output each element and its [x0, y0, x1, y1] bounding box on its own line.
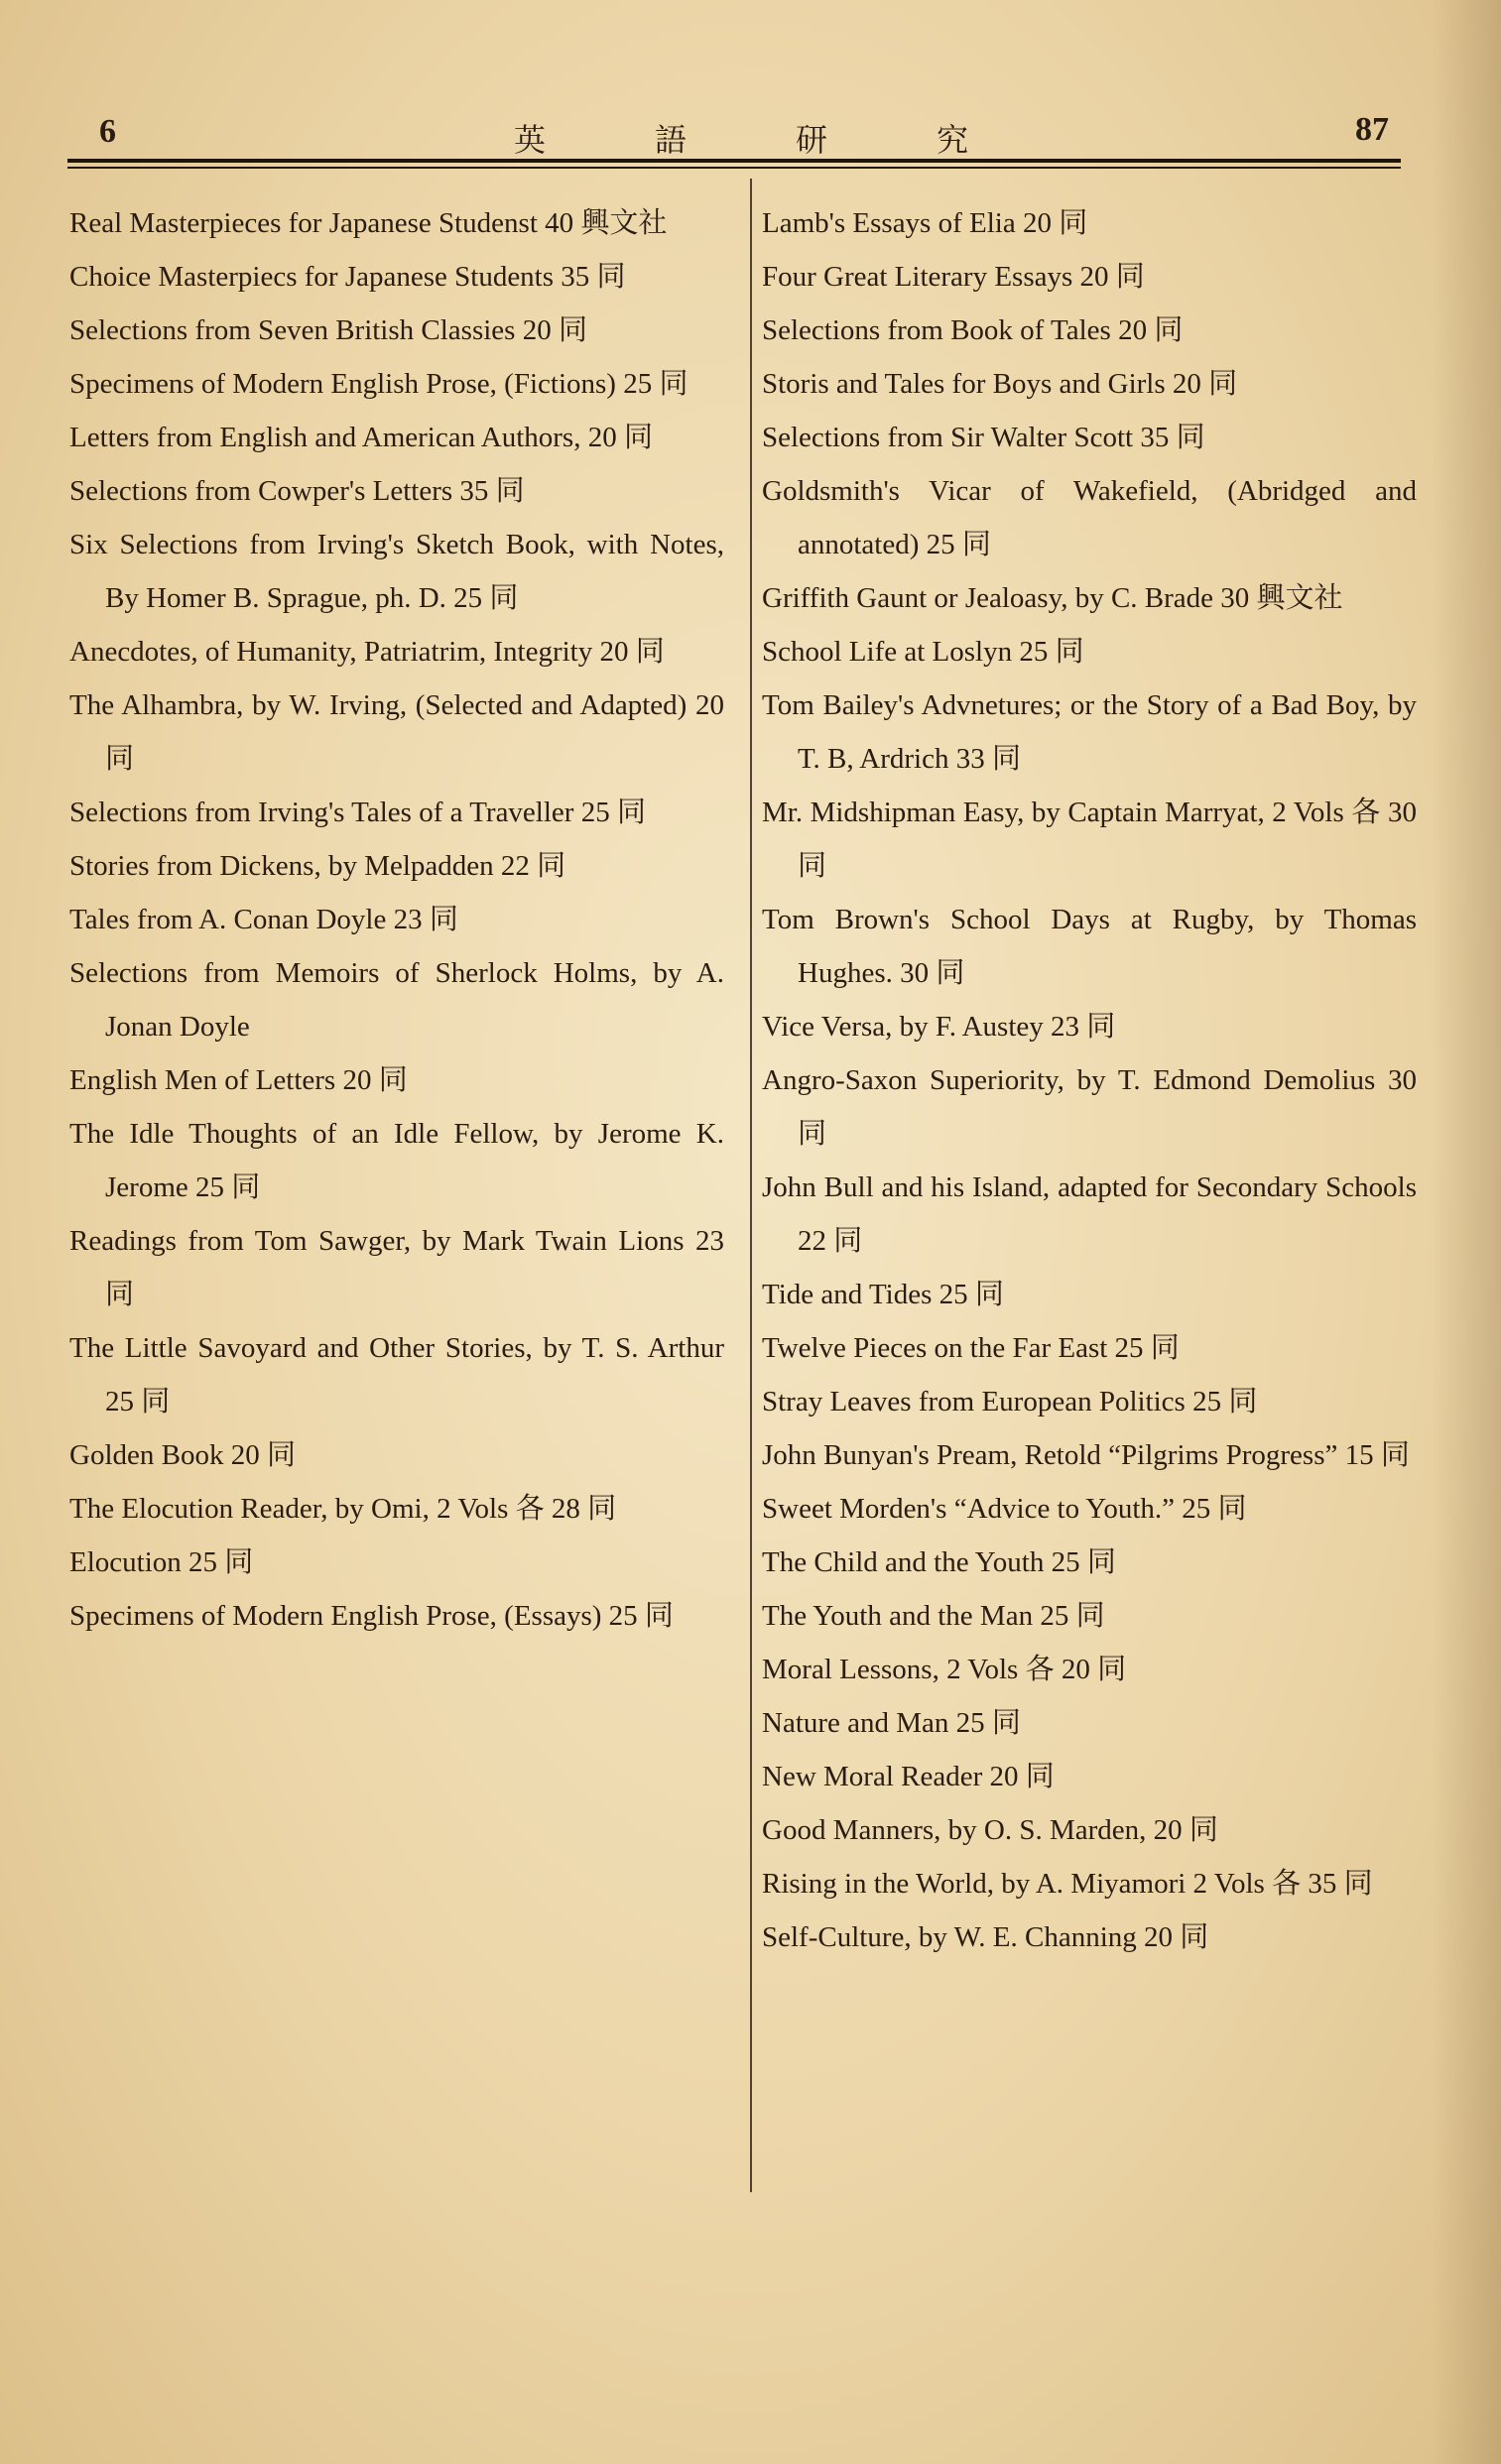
book-listing-entry: Nature and Man 25 同	[762, 1707, 1021, 1739]
book-listing-entry: Choice Masterpiecs for Japanese Students 35 同	[69, 261, 626, 293]
book-listing-entry: Angro-Saxon Superiority, by T. Edmond Demolius 30 同	[762, 1064, 1417, 1150]
book-listing-entry: Griffith Gaunt or Jealoasy, by C. Brade 30 興文社	[762, 582, 1343, 614]
book-listing-entry: School Life at Loslyn 25 同	[762, 636, 1084, 668]
book-listing-entry: The Little Savoyard and Other Stories, by T. S. Arthur 25 同	[69, 1332, 724, 1417]
book-listing-entry: Stray Leaves from European Politics 25 同	[762, 1386, 1258, 1417]
book-listing-entry: Lamb's Essays of Elia 20 同	[762, 207, 1088, 239]
book-listing-entry: Moral Lessons, 2 Vols 各 20 同	[762, 1654, 1127, 1685]
title-char: 研	[796, 121, 828, 159]
book-listing-entry: Four Great Literary Essays 20 同	[762, 261, 1145, 293]
right-column	[762, 196, 1417, 1964]
book-listing-entry: John Bull and his Island, adapted for Secondary Schools 22 同	[762, 1171, 1417, 1257]
book-listing-entry: Sweet Morden's “Advice to Youth.” 25 同	[762, 1493, 1247, 1525]
header-rule-thick	[67, 159, 1401, 163]
title-char: 語	[655, 121, 688, 159]
book-listing-entry: Tales from A. Conan Doyle 23 同	[69, 904, 458, 935]
title-char: 究	[937, 121, 969, 159]
book-listing-entry: Anecdotes, of Humanity, Patriatrim, Integrity 20 同	[69, 636, 665, 668]
book-listing-entry: Vice Versa, by F. Austey 23 同	[762, 1011, 1116, 1043]
left-column	[69, 196, 724, 1643]
book-listing-entry: English Men of Letters 20 同	[69, 1064, 408, 1096]
book-listing-entry: Rising in the World, by A. Miyamori 2 Vols 各 35 同	[762, 1868, 1373, 1900]
book-listing-entry: Selections from Irving's Tales of a Traveller 25 同	[69, 797, 646, 828]
book-listing-entry: The Child and the Youth 25 同	[762, 1546, 1116, 1578]
book-listing-entry: Selections from Seven British Classies 20 同	[69, 314, 587, 346]
book-listing-entry: Selections from Book of Tales 20 同	[762, 314, 1184, 346]
book-listing-entry: Selections from Sir Walter Scott 35 同	[762, 422, 1205, 453]
book-listing-entry: Six Selections from Irving's Sketch Book, with Notes, By Homer B. Sprague, ph. D. 25 同	[69, 529, 724, 614]
book-listing-entry: The Alhambra, by W. Irving, (Selected and Adapted) 20 同	[69, 689, 724, 775]
book-listing-entry: Twelve Pieces on the Far East 25 同	[762, 1332, 1180, 1364]
book-listing-entry: Self-Culture, by W. E. Channing 20 同	[762, 1921, 1209, 1953]
journal-title	[514, 115, 1077, 161]
title-char: 英	[514, 121, 547, 159]
column-divider	[750, 179, 752, 2192]
book-listing-entry: Storis and Tales for Boys and Girls 20 同	[762, 368, 1238, 400]
page-edge-shadow	[1432, 0, 1501, 2464]
page-number-left: 6	[99, 113, 116, 150]
book-listing-entry: Mr. Midshipman Easy, by Captain Marryat, 2 Vols 各 30 同	[762, 797, 1417, 882]
book-listing-entry: Goldsmith's Vicar of Wakefield, (Abridged and annotated) 25 同	[762, 475, 1417, 560]
book-listing-entry: Elocution 25 同	[69, 1546, 254, 1578]
book-listing-entry: Tom Bailey's Advnetures; or the Story of a Bad Boy, by T. B, Ardrich 33 同	[762, 689, 1417, 775]
page-number-right: 87	[1355, 111, 1389, 148]
book-listing-entry: New Moral Reader 20 同	[762, 1761, 1055, 1792]
book-listing-entry: Tide and Tides 25 同	[762, 1279, 1004, 1310]
book-listing-entry: Specimens of Modern English Prose, (Essays) 25 同	[69, 1600, 674, 1632]
book-listing-entry: The Youth and the Man 25 同	[762, 1600, 1105, 1632]
header-rule-thin	[67, 167, 1401, 169]
book-listing-entry: Tom Brown's School Days at Rugby, by Thomas Hughes. 30 同	[762, 904, 1417, 989]
book-listing-entry: Good Manners, by O. S. Marden, 20 同	[762, 1814, 1218, 1846]
book-listing-entry: Real Masterpieces for Japanese Studenst 40 興文社	[69, 207, 668, 239]
book-listing-entry: Selections from Memoirs of Sherlock Holms, by A. Jonan Doyle	[69, 957, 724, 1043]
book-listing-entry: Selections from Cowper's Letters 35 同	[69, 475, 525, 507]
book-listing-entry: Stories from Dickens, by Melpadden 22 同	[69, 850, 566, 882]
book-listing-entry: Specimens of Modern English Prose, (Fictions) 25 同	[69, 368, 688, 400]
book-listing-entry: Letters from English and American Authors, 20 同	[69, 422, 653, 453]
book-listing-entry: Golden Book 20 同	[69, 1439, 296, 1471]
book-listing-entry: Readings from Tom Sawger, by Mark Twain Lions 23 同	[69, 1225, 724, 1310]
book-listing-entry: The Idle Thoughts of an Idle Fellow, by Jerome K. Jerome 25 同	[69, 1118, 724, 1203]
book-listing-entry: The Elocution Reader, by Omi, 2 Vols 各 28 同	[69, 1493, 617, 1525]
book-listing-entry: John Bunyan's Pream, Retold “Pilgrims Progress” 15 同	[762, 1439, 1410, 1471]
running-header	[67, 107, 1399, 157]
